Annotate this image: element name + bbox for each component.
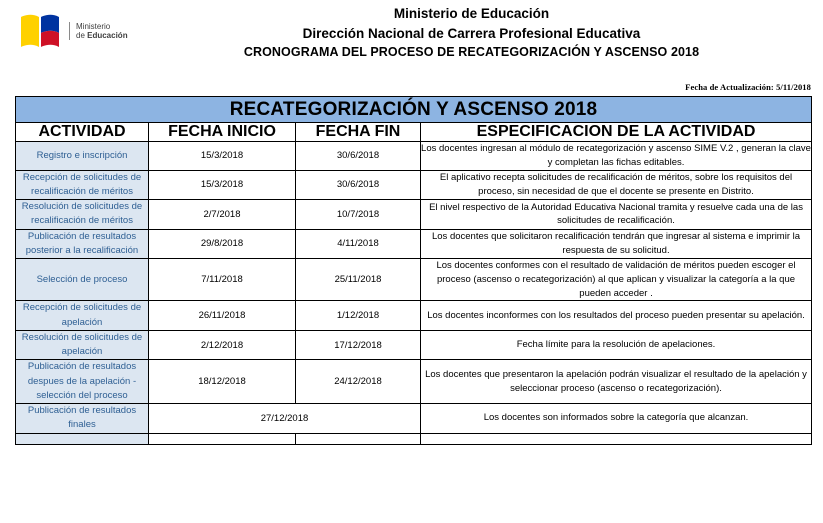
- cell-especificacion: El aplicativo recepta solicitudes de recalificación de méritos, sobre los requisitos del proceso, sin necesidad de que el docente se presente en Distrito.: [421, 170, 812, 200]
- cell-fecha-fin: 1/12/2018: [296, 301, 421, 331]
- logo-wordmark: [69, 22, 128, 40]
- cell-fecha-inicio: 18/12/2018: [149, 360, 296, 404]
- cell-fecha-fin: 17/12/2018: [296, 330, 421, 360]
- table-row: [16, 259, 812, 301]
- page-subtitle-2: CRONOGRAMA DEL PROCESO DE RECATEGORIZACIÓN Y ASCENSO 2018: [243, 45, 700, 60]
- document-titles: [130, 4, 813, 63]
- table-band-row: [16, 97, 812, 123]
- cell-actividad: Publicación de resultados posterior a la recalificación: [16, 229, 149, 259]
- cell-especificacion: Los docentes inconformes con los resultados del proceso pueden presentar su apelación.: [421, 301, 812, 331]
- table-band-title: RECATEGORIZACIÓN Y ASCENSO 2018: [16, 97, 812, 123]
- table-row: [16, 301, 812, 331]
- cell-actividad: Selección de proceso: [16, 259, 149, 301]
- cell-actividad: Recepción de solicitudes de recalificación de méritos: [16, 170, 149, 200]
- ministerio-de-educacion-logo: [18, 8, 128, 54]
- cell-especificacion: El nivel respectivo de la Autoridad Educativa Nacional tramita y resuelve cada una de las solicitudes de recalificación.: [421, 200, 812, 230]
- last-updated-label: Fecha de Actualización: 5/11/2018: [685, 82, 811, 92]
- page-title: Ministerio de Educación: [393, 6, 550, 21]
- cell-fecha-inicio: 2/12/2018: [149, 330, 296, 360]
- table-row: [16, 142, 812, 171]
- table-row: [16, 360, 812, 404]
- column-header-especificacion: ESPECIFICACION DE LA ACTIVIDAD: [421, 123, 812, 142]
- cell-actividad: Registro e inscripción: [16, 142, 149, 171]
- cell-fecha-inicio: 29/8/2018: [149, 229, 296, 259]
- cell-actividad: Publicación de resultados despues de la apelación - selección del proceso: [16, 360, 149, 404]
- cronograma-table-wrapper: [15, 96, 811, 445]
- cell-empty: [421, 433, 812, 444]
- page-subtitle: Dirección Nacional de Carrera Profesional Educativa: [302, 25, 641, 41]
- document-header: [0, 0, 823, 92]
- column-header-actividad: ACTIVIDAD: [16, 123, 149, 142]
- table-row-partial: [16, 433, 812, 444]
- cell-actividad: Resolución de solicitudes de recalificación de méritos: [16, 200, 149, 230]
- cell-actividad: Recepción de solicitudes de apelación: [16, 301, 149, 331]
- cell-fecha-inicio: 7/11/2018: [149, 259, 296, 301]
- cell-empty: [296, 433, 421, 444]
- cell-fecha-fin: 30/6/2018: [296, 170, 421, 200]
- table-column-header-row: [16, 123, 812, 142]
- cell-especificacion: Los docentes conformes con el resultado de validación de méritos pueden escoger el proceso (ascenso o recategorización) al que aplican y visualizar la categoría a la que pueden acceder .: [421, 259, 812, 301]
- cell-fecha-inicio: 2/7/2018: [149, 200, 296, 230]
- cell-especificacion: Los docentes que solicitaron recalificación tendrán que ingresar al sistema e imprimir la respuesta de su solicitud.: [421, 229, 812, 259]
- column-header-fecha-fin: FECHA FIN: [296, 123, 421, 142]
- cell-fecha-inicio: 26/11/2018: [149, 301, 296, 331]
- cell-fecha-fin: 25/11/2018: [296, 259, 421, 301]
- cell-empty: [149, 433, 296, 444]
- cell-especificacion: Los docentes ingresan al módulo de recategorización y ascenso SIME V.2 , generan la clave y completan las fichas editables.: [421, 142, 812, 171]
- cell-fecha-unica: 27/12/2018: [149, 404, 421, 434]
- table-row: [16, 229, 812, 259]
- cell-fecha-fin: 4/11/2018: [296, 229, 421, 259]
- cell-fecha-inicio: 15/3/2018: [149, 170, 296, 200]
- logo-line-1: Ministerio: [76, 21, 111, 31]
- cronograma-table: [15, 96, 812, 445]
- table-row: [16, 330, 812, 360]
- cell-fecha-fin: 10/7/2018: [296, 200, 421, 230]
- cell-fecha-fin: 30/6/2018: [296, 142, 421, 171]
- cell-especificacion: Los docentes que presentaron la apelación podrán visualizar el resultado de la apelación y seleccionar proceso (ascenso o recategorización).: [421, 360, 812, 404]
- logo-line-2: de Educación: [76, 31, 128, 40]
- cell-fecha-fin: 24/12/2018: [296, 360, 421, 404]
- cell-actividad: Publicación de resultados finales: [16, 404, 149, 434]
- cell-especificacion: Los docentes son informados sobre la categoría que alcanzan.: [421, 404, 812, 434]
- cell-actividad: Resolución de solicitudes de apelación: [16, 330, 149, 360]
- table-row: [16, 404, 812, 434]
- cell-empty: [16, 433, 149, 444]
- cell-especificacion: Fecha límite para la resolución de apelaciones.: [421, 330, 812, 360]
- column-header-fecha-inicio: FECHA INICIO: [149, 123, 296, 142]
- cell-fecha-inicio: 15/3/2018: [149, 142, 296, 171]
- table-row: [16, 200, 812, 230]
- table-body: [16, 142, 812, 445]
- book-flag-icon: [18, 11, 64, 51]
- table-row: [16, 170, 812, 200]
